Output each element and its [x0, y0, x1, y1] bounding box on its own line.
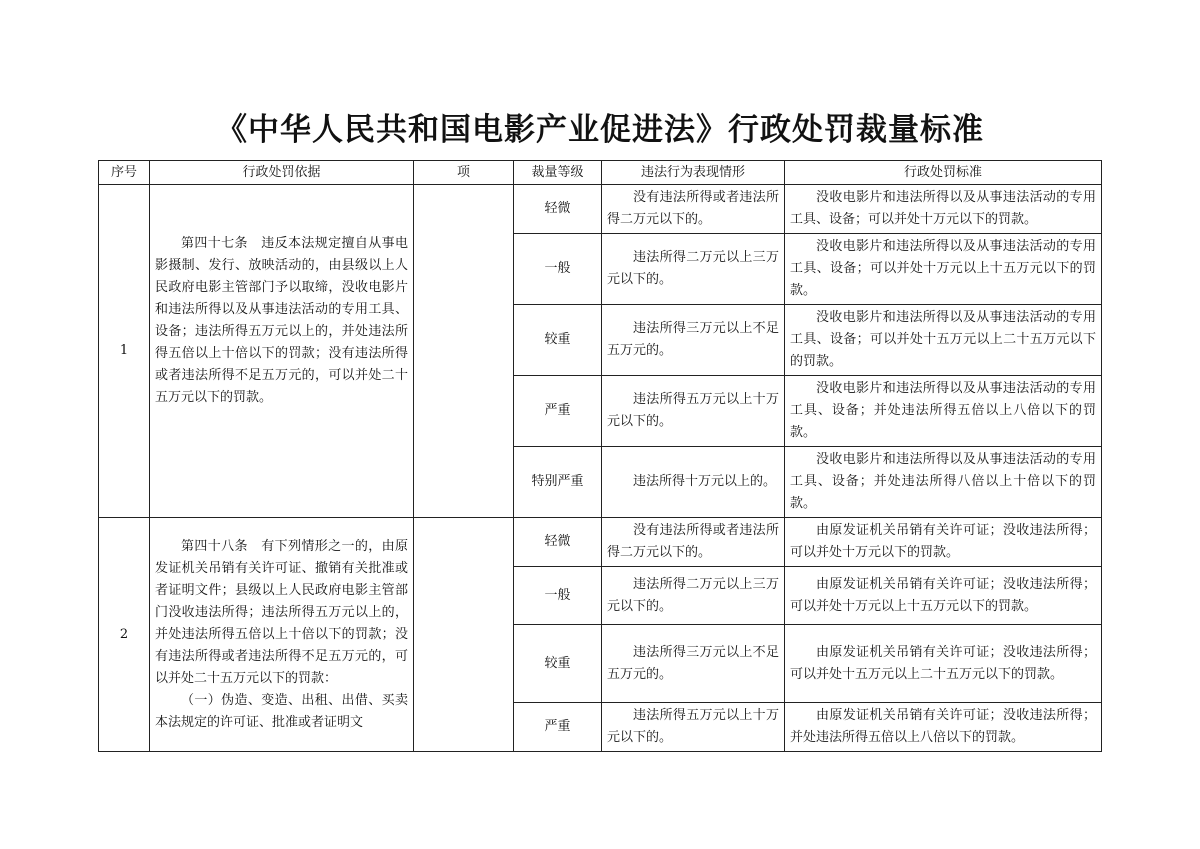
level-cell: 较重 [514, 305, 602, 376]
header-basis: 行政处罚依据 [150, 161, 414, 185]
basis-paragraph: （一）伪造、变造、出租、出借、买卖本法规定的许可证、批准或者证明文 [155, 692, 408, 730]
section-number: 2 [99, 518, 150, 752]
situation-cell: 违法所得三万元以上不足五万元的。 [602, 305, 785, 376]
basis-paragraph: 第四十八条 有下列情形之一的，由原发证机关吊销有关许可证、撤销有关批准或者证明文件；县级以上人民政府电影主管部门没收违法所得；违法所得五万元以上的，并处违法所得五倍以上十倍以下的罚款；没有违法所得或者违法所得不足五万元的，可以并处二十五万元以下的罚款： [155, 538, 408, 686]
basis-paragraph: 第四十七条 违反本法规定擅自从事电影摄制、发行、放映活动的，由县级以上人民政府电影主管部门予以取缔，没收电影片和违法所得以及从事违法活动的专用工具、设备；违法所得五万元以上的，并处违法所得五倍以上十倍以下的罚款；没有违法所得或者违法所得不足五万元的，可以并处二十五万元以下的罚款。 [155, 236, 408, 405]
penalty-standards-table [98, 160, 1102, 752]
header-penalty: 行政处罚标准 [785, 161, 1102, 185]
level-cell: 严重 [514, 703, 602, 752]
section-item [414, 185, 514, 518]
situation-cell: 违法所得十万元以上的。 [602, 447, 785, 518]
section-number: 1 [99, 185, 150, 518]
document-title: 《中华人民共和国电影产业促进法》行政处罚裁量标准 [216, 112, 984, 148]
header-number: 序号 [99, 161, 150, 185]
situation-cell: 违法所得三万元以上不足五万元的。 [602, 625, 785, 703]
header-situation: 违法行为表现情形 [602, 161, 785, 185]
penalty-cell: 由原发证机关吊销有关许可证；没收违法所得；可以并处十万元以上十五万元以下的罚款。 [785, 567, 1102, 625]
penalty-cell: 没收电影片和违法所得以及从事违法活动的专用工具、设备；并处违法所得五倍以上八倍以下的罚款。 [785, 376, 1102, 447]
table-row [99, 518, 1102, 567]
situation-cell: 违法所得二万元以上三万元以下的。 [602, 234, 785, 305]
section-basis [150, 185, 414, 518]
table-header-row [99, 161, 1102, 185]
level-cell: 特别严重 [514, 447, 602, 518]
situation-cell: 违法所得二万元以上三万元以下的。 [602, 567, 785, 625]
table-row [99, 185, 1102, 234]
penalty-cell: 没收电影片和违法所得以及从事违法活动的专用工具、设备；可以并处十万元以上十五万元以下的罚款。 [785, 234, 1102, 305]
level-cell: 较重 [514, 625, 602, 703]
penalty-cell: 没收电影片和违法所得以及从事违法活动的专用工具、设备；并处违法所得八倍以上十倍以下的罚款。 [785, 447, 1102, 518]
penalty-cell: 没收电影片和违法所得以及从事违法活动的专用工具、设备；可以并处十五万元以上二十五万元以下的罚款。 [785, 305, 1102, 376]
level-cell: 一般 [514, 234, 602, 305]
situation-cell: 没有违法所得或者违法所得二万元以下的。 [602, 518, 785, 567]
header-item: 项 [414, 161, 514, 185]
section-item [414, 518, 514, 752]
situation-cell: 违法所得五万元以上十万元以下的。 [602, 703, 785, 752]
penalty-cell: 没收电影片和违法所得以及从事违法活动的专用工具、设备；可以并处十万元以下的罚款。 [785, 185, 1102, 234]
situation-cell: 没有违法所得或者违法所得二万元以下的。 [602, 185, 785, 234]
section-basis [150, 518, 414, 752]
level-cell: 轻微 [514, 185, 602, 234]
level-cell: 一般 [514, 567, 602, 625]
level-cell: 轻微 [514, 518, 602, 567]
level-cell: 严重 [514, 376, 602, 447]
penalty-cell: 由原发证机关吊销有关许可证；没收违法所得；可以并处十万元以下的罚款。 [785, 518, 1102, 567]
penalty-cell: 由原发证机关吊销有关许可证；没收违法所得；并处违法所得五倍以上八倍以下的罚款。 [785, 703, 1102, 752]
header-level: 裁量等级 [514, 161, 602, 185]
penalty-cell: 由原发证机关吊销有关许可证；没收违法所得；可以并处十五万元以上二十五万元以下的罚款。 [785, 625, 1102, 703]
situation-cell: 违法所得五万元以上十万元以下的。 [602, 376, 785, 447]
